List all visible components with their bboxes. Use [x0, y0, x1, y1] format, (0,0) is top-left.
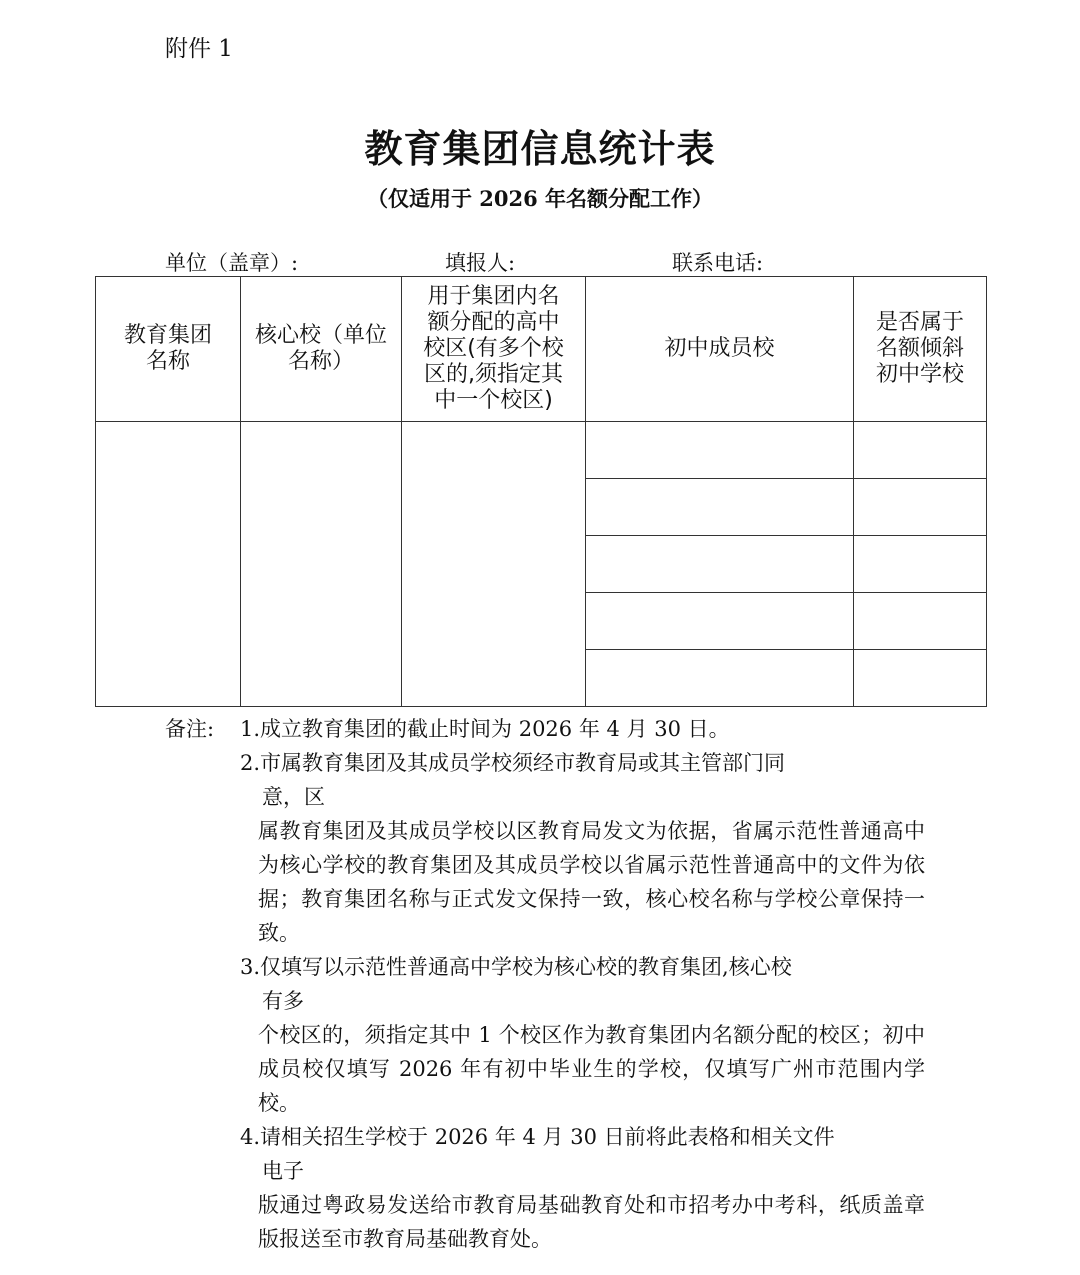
note-item-4: 4.请相关招生学校于 2026 年 4 月 30 日前将此表格和相关文件 电子 版通过粤政易发送给市教育局基础教育处和市招考办中考科，纸质盖章版报送至市教育局基础教育处。	[240, 1125, 925, 1251]
filler-label: 填报人:	[445, 251, 516, 275]
notes-label: 备注:	[165, 717, 215, 741]
junior-member-school-cell[interactable]	[586, 593, 854, 650]
contact-phone-label: 联系电话:	[672, 251, 764, 275]
junior-member-school-cell[interactable]	[586, 650, 854, 707]
junior-member-school-cell[interactable]	[586, 479, 854, 536]
header-high-school-campus: 用于集团内名 额分配的高中 校区(有多个校 区的,须指定其 中一个校区)	[402, 277, 586, 422]
attachment-label: 附件 1	[165, 36, 233, 62]
quota-tilt-cell[interactable]	[854, 479, 987, 536]
high-school-campus-cell[interactable]	[402, 422, 586, 707]
group-name-cell[interactable]	[96, 422, 241, 707]
header-core-school: 核心校（单位 名称）	[241, 277, 402, 422]
quota-tilt-cell[interactable]	[854, 650, 987, 707]
header-group-name: 教育集团 名称	[96, 277, 241, 422]
quota-tilt-cell[interactable]	[854, 536, 987, 593]
header-quota-tilt: 是否属于 名额倾斜 初中学校	[854, 277, 987, 422]
note-item-2: 2.市属教育集团及其成员学校须经市教育局或其主管部门同 意，区 属教育集团及其成员学校以区教育局发文为依据，省属示范性普通高中为核心学校的教育集团及其成员学校以省属示范性普通高中的文件为依据；教育集团名称与正式发文保持一致，核心校名称与学校公章保持一致。	[240, 751, 925, 945]
header-junior-member-school: 初中成员校	[586, 277, 854, 422]
junior-member-school-cell[interactable]	[586, 422, 854, 479]
group-info-table	[95, 276, 987, 707]
notes-section	[165, 712, 925, 1256]
quota-tilt-cell[interactable]	[854, 422, 987, 479]
note-item-1	[165, 712, 925, 746]
note-item-3: 3.仅填写以示范性普通高中学校为核心校的教育集团,核心校 有多 个校区的，须指定其中 1 个校区作为教育集团内名额分配的校区；初中成员校仅填写 2026 年有初中毕业生的学校，仅填写广州市范围内学校。	[240, 955, 925, 1115]
junior-member-school-cell[interactable]	[586, 536, 854, 593]
page-title: 教育集团信息统计表	[364, 126, 716, 171]
quota-tilt-cell[interactable]	[854, 593, 987, 650]
table-header-row	[96, 277, 987, 422]
page-subtitle: （仅适用于 2026 年名额分配工作）	[366, 186, 714, 211]
unit-seal-label: 单位（盖章）:	[165, 251, 299, 275]
table-row	[96, 422, 987, 479]
note-text: 1.成立教育集团的截止时间为 2026 年 4 月 30 日。	[240, 717, 730, 741]
core-school-cell[interactable]	[241, 422, 402, 707]
